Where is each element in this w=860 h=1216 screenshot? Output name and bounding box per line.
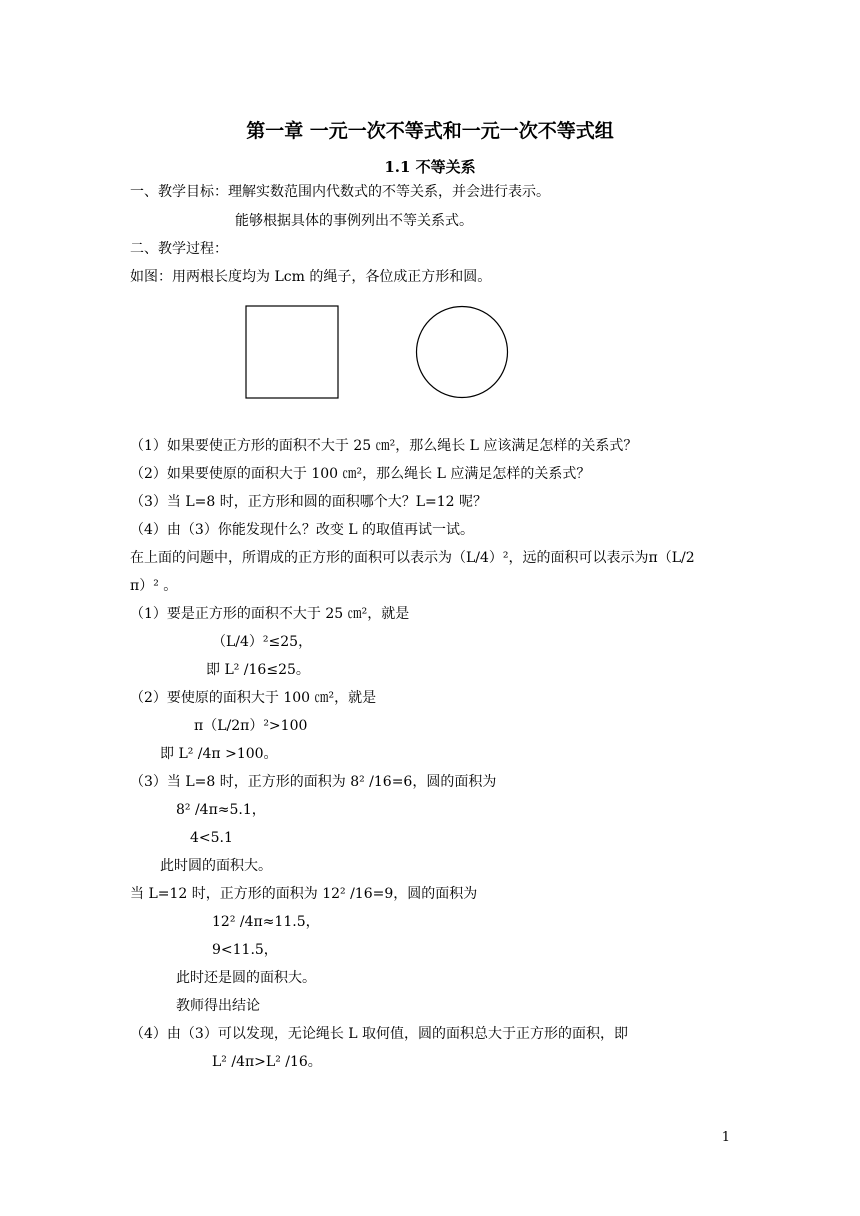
- teacher-conclusion: 教师得出结论: [176, 998, 260, 1014]
- square-and-circle-figure: [0, 300, 860, 420]
- analysis-line-2: π）² 。: [130, 578, 178, 594]
- teaching-process-heading: 二、教学过程：: [130, 241, 228, 257]
- question-4: （4）由（3）你能发现什么？改变 L 的取值再试一试。: [130, 522, 475, 538]
- answer-1-result: 即 L² /16≤25。: [206, 662, 310, 678]
- l12-conclusion: 此时还是圆的面积大。: [176, 970, 316, 986]
- l12-line: 当 L=12 时，正方形的面积为 12² /16=9，圆的面积为: [130, 886, 478, 902]
- answer-1-inequality: （L/4）²≤25，: [212, 634, 313, 650]
- l12-compare: 9<11.5，: [212, 942, 278, 958]
- l12-circle-area: 12² /4π≈11.5，: [212, 914, 320, 930]
- answer-4-inequality: L² /4π>L² /16。: [212, 1054, 322, 1070]
- analysis-line-1: 在上面的问题中，所谓成的正方形的面积可以表示为（L/4）²，远的面积可以表示为π（L/2: [130, 550, 695, 566]
- answer-4-line: （4）由（3）可以发现，无论绳长 L 取何值，圆的面积总大于正方形的面积，即: [130, 1026, 629, 1042]
- answer-3-conclusion: 此时圆的面积大。: [160, 858, 272, 874]
- answer-3-circle-area: 8² /4π≈5.1，: [176, 802, 266, 818]
- chapter-title: 第一章 一元一次不等式和一元一次不等式组: [246, 120, 614, 142]
- answer-2-inequality: π（L/2π）²>100: [194, 718, 308, 734]
- intro-line: 如图：用两根长度均为 Lcm 的绳子，各位成正方形和圆。: [130, 269, 492, 285]
- question-1: （1）如果要使正方形的面积不大于 25 ㎝²，那么绳长 L 应该满足怎样的关系式？: [130, 438, 638, 454]
- circle-shape: [417, 307, 508, 398]
- page-number: 1: [721, 1130, 730, 1145]
- teaching-goal-line-2: 能够根据具体的事例列出不等关系式。: [235, 213, 473, 229]
- question-3: （3）当 L=8 时，正方形和圆的面积哪个大？L=12 呢？: [130, 494, 488, 510]
- question-2: （2）如果要使原的面积大于 100 ㎝²，那么绳长 L 应满足怎样的关系式？: [130, 466, 591, 482]
- answer-2-result: 即 L² /4π >100。: [160, 746, 278, 762]
- answer-3-compare: 4<5.1: [190, 830, 233, 846]
- square-shape: [246, 306, 338, 398]
- answer-1-line: （1）要是正方形的面积不大于 25 ㎝²，就是: [130, 606, 410, 622]
- answer-2-line: （2）要使原的面积大于 100 ㎝²，就是: [130, 690, 377, 706]
- teaching-goal-line-1: 一、教学目标：理解实数范围内代数式的不等关系，并会进行表示。: [130, 184, 550, 200]
- answer-3-line: （3）当 L=8 时，正方形的面积为 8² /16=6，圆的面积为: [130, 774, 497, 790]
- section-title: 1.1 不等关系: [384, 158, 476, 176]
